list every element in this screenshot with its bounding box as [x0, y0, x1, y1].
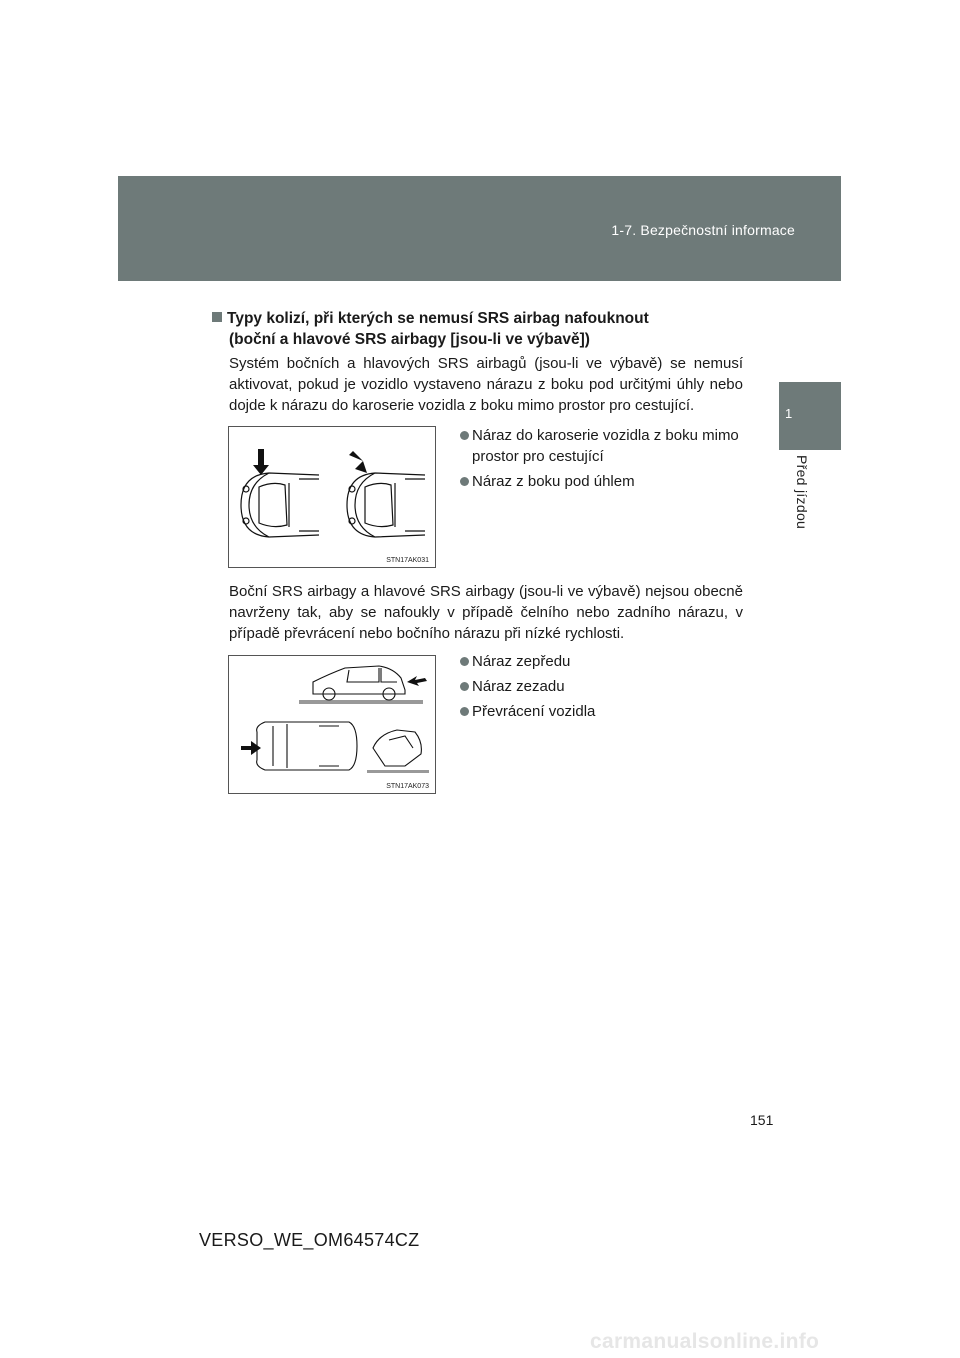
paragraph-1: Systém bočních a hlavových SRS airbagů (jsou-li ve výbavě) se nemusí aktivovat, pokud je vozidlo vystaveno nárazu z boku pod určitými úhly nebo dojde k nárazu do karoserie vozidla z boku mimo prostor pro cestující. [229, 355, 743, 414]
bullet-dot-icon [460, 682, 469, 691]
bullet-text: Převrácení vozidla [472, 703, 596, 720]
bullet-dot-icon [460, 477, 469, 486]
document-id: VERSO_WE_OM64574CZ [199, 1230, 420, 1250]
page-number: 151 [750, 1112, 774, 1128]
bullet-dot-icon [460, 657, 469, 666]
side-impact-illustration [229, 427, 435, 567]
header-band [118, 176, 841, 281]
chapter-tab [779, 382, 841, 450]
bullet-text: Náraz zezadu [472, 678, 565, 695]
figure-frontal-rear-rollover [228, 655, 436, 794]
list-item [460, 676, 760, 697]
chapter-label: Před jízdou [794, 455, 810, 530]
heading-line-2: (boční a hlavové SRS airbagy [jsou-li ve výbavě]) [229, 331, 590, 348]
figure-side-impact [228, 426, 436, 568]
watermark: carmanualsonline.info [590, 1330, 820, 1353]
list-item [460, 651, 760, 672]
figure-code: STN17AK031 [386, 557, 429, 564]
paragraph-2: Boční SRS airbagy a hlavové SRS airbagy (jsou-li ve výbavě) nejsou obecně navrženy tak, aby se nafoukly v případě čelního nebo zadního nárazu, v případě převrácení nebo bočního nárazu při nízké rychlosti. [229, 583, 743, 642]
section-heading [212, 308, 772, 350]
list-item [460, 425, 760, 467]
collision-types-illustration [229, 656, 435, 793]
bullet-dot-icon [460, 431, 469, 440]
bullet-list-2 [460, 651, 760, 726]
figure-code: STN17AK073 [386, 783, 429, 790]
list-item [460, 471, 760, 492]
heading-line-1: Typy kolizí, při kterých se nemusí SRS airbag nafouknout [227, 310, 649, 327]
square-bullet-icon [212, 312, 222, 322]
bullet-text: Náraz do karoserie vozidla z boku mimo prostor pro cestující [472, 427, 739, 465]
bullet-text: Náraz z boku pod úhlem [472, 473, 635, 490]
bullet-list-1 [460, 425, 760, 496]
bullet-text: Náraz zepředu [472, 653, 571, 670]
bullet-dot-icon [460, 707, 469, 716]
list-item [460, 701, 760, 722]
section-title: 1-7. Bezpečnostní informace [611, 222, 795, 238]
chapter-number: 1 [785, 406, 793, 421]
